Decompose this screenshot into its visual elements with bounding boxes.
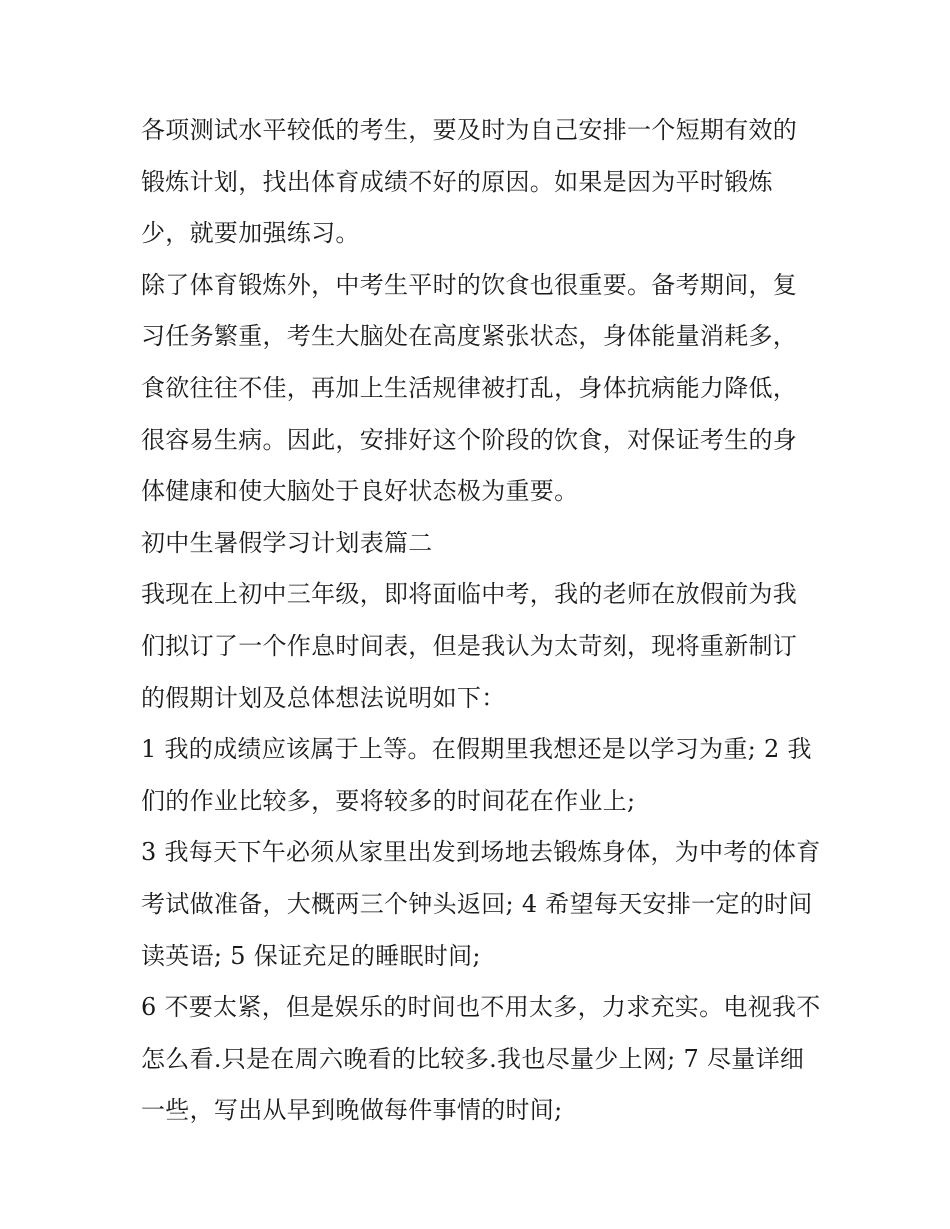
document-body bbox=[141, 105, 821, 1137]
paragraph-intro: 我现在上初中三年级，即将面临中考，我的老师在放假前为我们拟订了一个作息时间表，但是我认为太苛刻，现将重新制订的假期计划及总体想法说明如下： bbox=[141, 580, 798, 712]
paragraph-points-1-2: 1 我的成绩应该属于上等。在假期里我想还是以学习为重; 2 我们的作业比较多，要将较多的时间花在作业上; bbox=[141, 735, 812, 815]
paragraph-points-6-7: 6 不要太紧，但是娱乐的时间也不用太多，力求充实。电视我不怎么看.只是在周六晚看的比较多.我也尽量少上网; 7 尽量详细一些，写出从早到晚做每件事情的时间; bbox=[141, 993, 821, 1125]
paragraph-points-3-5: 3 我每天下午必须从家里出发到场地去锻炼身体，为中考的体育考试做准备，大概两三个钟头返回; 4 希望每天安排一定的时间读英语; 5 保证充足的睡眠时间; bbox=[141, 838, 821, 970]
paragraph-exercise-plan: 各项测试水平较低的考生，要及时为自己安排一个短期有效的锻炼计划，找出体育成绩不好的原因。如果是因为平时锻炼少，就要加强练习。 bbox=[141, 116, 798, 248]
paragraph-diet: 除了体育锻炼外，中考生平时的饮食也很重要。备考期间，复习任务繁重，考生大脑处在高度紧张状态，身体能量消耗多，食欲往往不佳，再加上生活规律被打乱，身体抗病能力降低，很容易生病。因此，安排好这个阶段的饮食，对保证考生的身体健康和使大脑处于良好状态极为重要。 bbox=[141, 270, 798, 506]
section-title: 初中生暑假学习计划表篇二 bbox=[141, 528, 433, 557]
